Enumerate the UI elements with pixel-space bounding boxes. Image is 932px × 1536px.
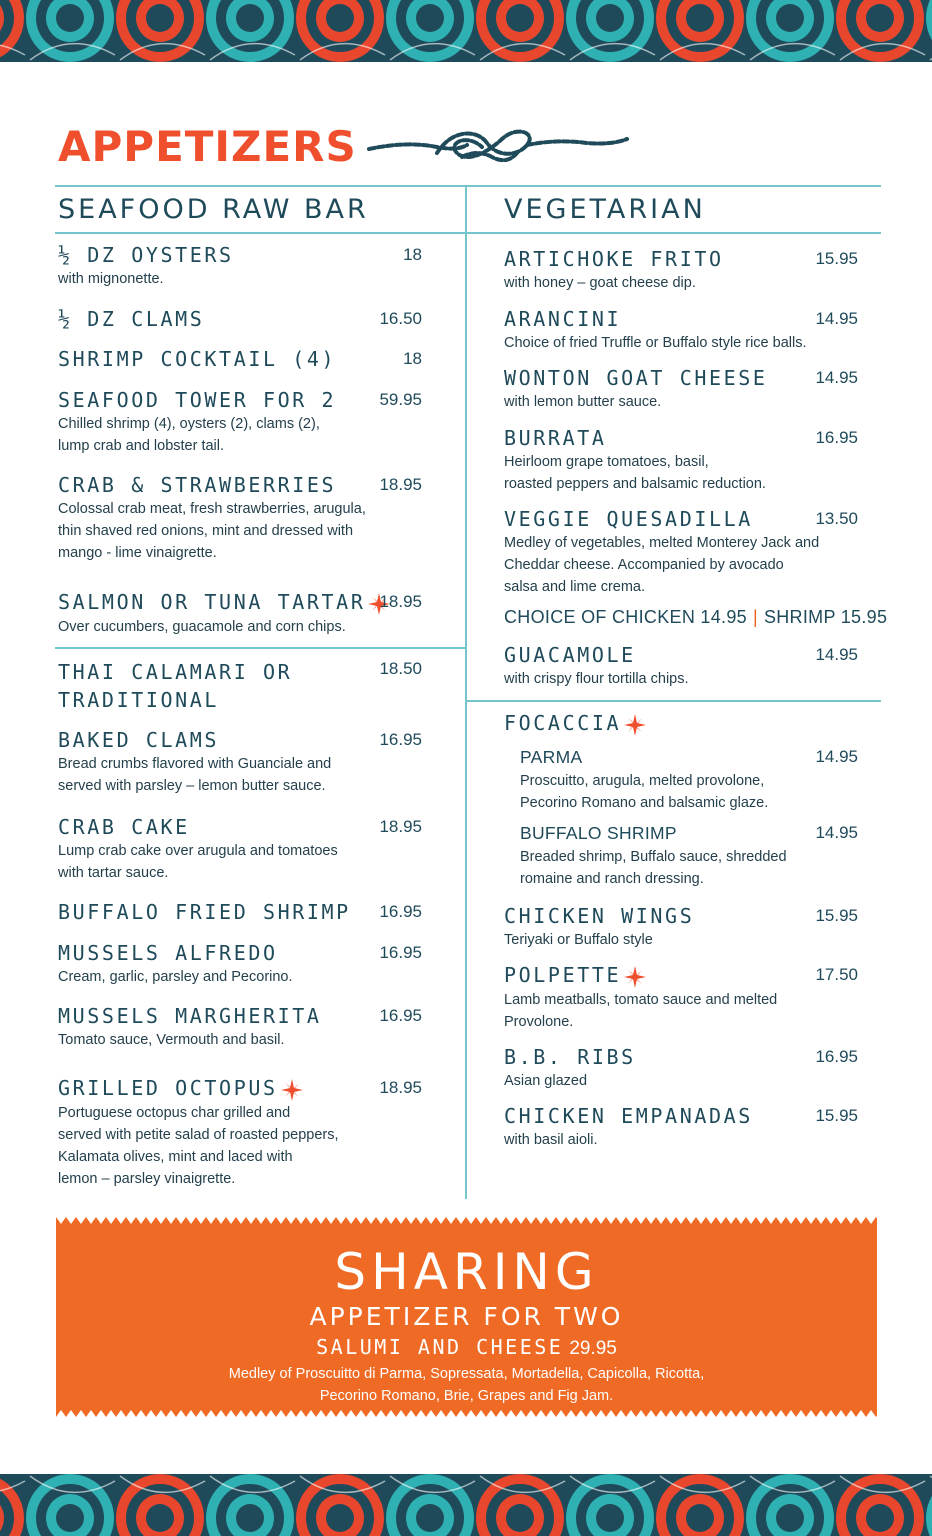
- item-price: 14.95: [815, 823, 858, 842]
- menu-item: [504, 248, 858, 294]
- item-price: 18.95: [379, 475, 422, 494]
- wave-pattern: [0, 0, 932, 62]
- item-price: 18.95: [379, 592, 422, 611]
- item-name: THAI CALAMARI OR TRADITIONAL: [58, 660, 293, 712]
- menu-item: [58, 308, 422, 330]
- menu-item: [520, 746, 858, 814]
- item-name-text: SALMON OR TUNA TARTAR: [58, 590, 366, 614]
- item-description: Lamb meatballs, tomato sauce and melted Provolone.: [504, 991, 778, 1030]
- menu-item: [504, 308, 858, 354]
- item-name: [58, 591, 422, 616]
- item-description: Teriyaki or Buffalo style: [504, 932, 653, 948]
- zigzag-border-top: [56, 1217, 877, 1224]
- menu-item: [520, 822, 858, 890]
- item-description: Tomato sauce, Vermouth and basil.: [58, 1032, 285, 1048]
- wave-pattern: [0, 1474, 932, 1536]
- title-row: [58, 122, 629, 172]
- item-price: 16.95: [815, 1047, 858, 1066]
- item-price: 15.95: [815, 1106, 858, 1125]
- item-price: 15.95: [815, 906, 858, 925]
- item-name: BUFFALO FRIED SHRIMP: [58, 900, 351, 924]
- sharing-description: Medley of Proscuitto di Parma, Sopressata, Mortadella, Capicolla, Ricotta, Pecorino Romano, Brie, Grapes and Fig Jam.: [228, 1366, 705, 1404]
- menu-item: [504, 1046, 858, 1092]
- menu-item: [58, 474, 422, 564]
- menu-item: [58, 389, 422, 457]
- item-price: 29.95: [569, 1338, 617, 1359]
- item-price: 14.95: [815, 309, 858, 328]
- sharing-item: [56, 1337, 877, 1358]
- item-name: CRAB & STRAWBERRIES: [58, 473, 337, 497]
- menu-item: [58, 942, 422, 988]
- menu-item: [58, 244, 422, 290]
- item-description: Proscuitto, arugula, melted provolone, Pecorino Romano and balsamic glaze.: [520, 773, 769, 811]
- menu-item: [504, 508, 858, 598]
- compass-star-icon: [280, 1078, 304, 1102]
- item-price: 16.95: [379, 1006, 422, 1025]
- menu-item: [504, 1105, 858, 1151]
- menu-item: [58, 591, 422, 638]
- item-name-text: GRILLED OCTOPUS: [58, 1076, 278, 1100]
- item-description: Colossal crab meat, fresh strawberries, arugula, thin shaved red onions, mint and dressed with mango - lime vinaigrette.: [58, 501, 366, 561]
- item-name: CRAB CAKE: [58, 815, 190, 839]
- menu-item: [504, 905, 858, 951]
- item-price: 18.50: [379, 659, 422, 678]
- item-price: 14.95: [815, 747, 858, 766]
- item-name: BUFFALO SHRIMP: [520, 823, 677, 843]
- item-name: [58, 1077, 422, 1102]
- item-name: SEAFOOD TOWER FOR 2: [58, 388, 337, 412]
- item-name: ½ DZ CLAMS: [58, 307, 205, 331]
- item-description: with lemon butter sauce.: [504, 394, 662, 410]
- item-price: 18: [403, 245, 422, 264]
- item-name-text: FOCACCIA: [504, 711, 622, 735]
- item-price: 16.95: [379, 943, 422, 962]
- item-description: Breaded shrimp, Buffalo sauce, shredded romaine and ranch dressing.: [520, 849, 787, 887]
- rope-knot-icon: [367, 127, 629, 167]
- divider-center: [465, 185, 467, 1199]
- menu-item: [58, 729, 422, 797]
- item-price: 15.95: [815, 249, 858, 268]
- item-price: 14.95: [815, 368, 858, 387]
- item-name: ARANCINI: [504, 307, 622, 331]
- item-name: SHRIMP COCKTAIL (4): [58, 347, 337, 371]
- choice-separator: |: [752, 607, 758, 627]
- item-description: Cream, garlic, parsley and Pecorino.: [58, 969, 293, 985]
- item-price: 59.95: [379, 390, 422, 409]
- menu-item: [504, 964, 858, 1033]
- divider-left-mid: [55, 647, 466, 649]
- item-name: B.B. RIBS: [504, 1045, 636, 1069]
- shrimp-option: SHRIMP 15.95: [763, 607, 888, 627]
- item-name-text: POLPETTE: [504, 963, 622, 987]
- item-name: CHICKEN EMPANADAS: [504, 1104, 753, 1128]
- item-name: BAKED CLAMS: [58, 728, 220, 752]
- item-description: with crispy flour tortilla chips.: [504, 671, 689, 687]
- item-name: ½ DZ OYSTERS: [58, 243, 234, 267]
- item-description: with basil aioli.: [504, 1132, 598, 1148]
- item-name: GUACAMOLE: [504, 643, 636, 667]
- focaccia-heading: [504, 712, 858, 737]
- item-price: 14.95: [815, 645, 858, 664]
- item-name: VEGGIE QUESADILLA: [504, 507, 753, 531]
- item-price: 18: [403, 349, 422, 368]
- item-price: 18.95: [379, 1078, 422, 1097]
- item-name: CHICKEN WINGS: [504, 904, 695, 928]
- item-description: Chilled shrimp (4), oysters (2), clams (2), lump crab and lobster tail.: [58, 416, 320, 454]
- menu-item: [504, 367, 858, 413]
- divider-right-mid: [466, 700, 881, 702]
- sharing-banner: [56, 1217, 877, 1417]
- item-description: Asian glazed: [504, 1073, 588, 1089]
- protein-choice-line: [504, 607, 887, 628]
- compass-star-icon: [623, 965, 647, 989]
- sharing-title: SHARING: [334, 1243, 599, 1301]
- item-description: Over cucumbers, guacamole and corn chips.: [58, 618, 346, 635]
- item-price: 16.95: [815, 428, 858, 447]
- item-description: Lump crab cake over arugula and tomatoes with tartar sauce.: [58, 843, 338, 881]
- item-price: 16.50: [379, 309, 422, 328]
- item-description: Choice of fried Truffle or Buffalo style rice balls.: [504, 335, 807, 351]
- item-name: PARMA: [520, 747, 583, 767]
- item-price: 16.95: [379, 902, 422, 921]
- item-name: WONTON GOAT CHEESE: [504, 366, 768, 390]
- menu-item: [58, 348, 422, 370]
- item-name: [504, 964, 858, 989]
- item-description: with honey – goat cheese dip.: [504, 275, 696, 291]
- item-description: Portuguese octopus char grilled and served with petite salad of roasted peppers, Kalamata olives, mint and laced with lemon – parsley vinaigrette.: [58, 1104, 339, 1187]
- vegetarian-heading: VEGETARIAN: [504, 194, 706, 225]
- divider-heading: [55, 232, 881, 234]
- menu-item: [504, 427, 858, 495]
- item-name: ARTICHOKE FRITO: [504, 247, 724, 271]
- menu-item: [58, 816, 422, 884]
- wave-border-top: [0, 0, 932, 62]
- item-description: Medley of vegetables, melted Monterey Jack and Cheddar cheese. Accompanied by avocado salsa and lime crema.: [504, 535, 820, 595]
- compass-star-icon: [623, 713, 647, 737]
- item-name: MUSSELS MARGHERITA: [58, 1004, 322, 1028]
- item-description: Bread crumbs flavored with Guanciale and served with parsley – lemon butter sauce.: [58, 756, 332, 794]
- item-price: 18.95: [379, 817, 422, 836]
- sharing-subtitle: APPETIZER FOR TWO: [309, 1302, 624, 1331]
- item-description: Heirloom grape tomatoes, basil, roasted peppers and balsamic reduction.: [504, 454, 766, 492]
- item-name: BURRATA: [504, 426, 607, 450]
- item-price: 17.50: [815, 965, 858, 984]
- menu-item: [58, 1005, 422, 1051]
- menu-item: [58, 658, 422, 714]
- page-title: APPETIZERS: [58, 122, 357, 171]
- menu-item: [58, 901, 422, 923]
- item-name: SALUMI AND CHEESE: [316, 1335, 564, 1359]
- zigzag-border-bottom: [56, 1410, 877, 1417]
- menu-item: [58, 1077, 422, 1190]
- item-name: [504, 712, 858, 737]
- menu-item: [504, 644, 858, 690]
- seafood-heading: SEAFOOD RAW BAR: [58, 194, 369, 225]
- item-description: with mignonette.: [58, 271, 164, 287]
- item-price: 13.50: [815, 509, 858, 528]
- chicken-option: CHOICE OF CHICKEN 14.95: [504, 607, 747, 627]
- wave-border-bottom: [0, 1474, 932, 1536]
- item-price: 16.95: [379, 730, 422, 749]
- item-name: MUSSELS ALFREDO: [58, 941, 278, 965]
- divider-top: [55, 185, 881, 187]
